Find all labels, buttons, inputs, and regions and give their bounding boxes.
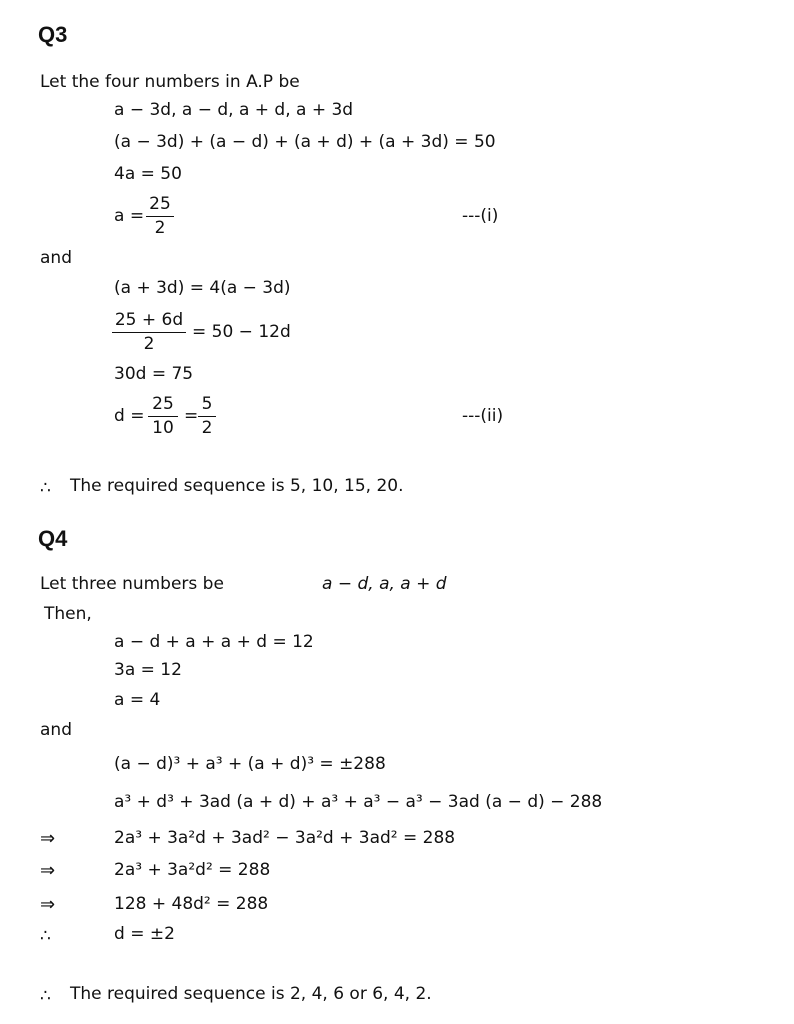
q4-therefore-symbol-2: ∴ bbox=[40, 986, 51, 1006]
q3-line2: (a − 3d) + (a − d) + (a + d) + (a + 3d) = 50 bbox=[114, 132, 496, 152]
q3-line6-denominator: 2 bbox=[143, 334, 155, 354]
q4-line1: a − d + a + a + d = 12 bbox=[114, 632, 314, 652]
q4-conclusion: The required sequence is 2, 4, 6 or 6, 4, 2. bbox=[70, 984, 432, 1004]
q3-line5: (a + 3d) = 4(a − 3d) bbox=[114, 278, 291, 298]
q3-line1: a − 3d, a − d, a + d, a + 3d bbox=[114, 100, 354, 120]
q3-line8-fraction1 bbox=[148, 396, 178, 437]
q4-line2: 3a = 12 bbox=[114, 660, 182, 680]
q4-line6: 2a³ + 3a²d + 3ad² − 3a²d + 3ad² = 288 bbox=[114, 828, 456, 848]
q3-and: and bbox=[40, 248, 72, 268]
q3-intro: Let the four numbers in A.P be bbox=[40, 72, 300, 92]
q4-therefore-symbol-1: ∴ bbox=[40, 926, 51, 946]
q3-line7: 30d = 75 bbox=[114, 364, 194, 384]
q4-implies-symbol-1: ⇒ bbox=[40, 828, 56, 849]
q3-line6-fraction bbox=[112, 312, 186, 353]
q4-line7: 2a³ + 3a²d² = 288 bbox=[114, 860, 271, 880]
q3-tag-ii: ---(ii) bbox=[462, 406, 504, 426]
q3-line8-numerator1: 25 bbox=[148, 396, 178, 417]
q3-line4-numerator: 25 bbox=[146, 196, 174, 217]
q4-line8: 128 + 48d² = 288 bbox=[114, 894, 269, 914]
q4-line9: d = ±2 bbox=[114, 924, 175, 944]
q4-implies-symbol-3: ⇒ bbox=[40, 894, 56, 915]
q3-conclusion: The required sequence is 5, 10, 15, 20. bbox=[70, 476, 404, 496]
q4-implies-symbol-2: ⇒ bbox=[40, 860, 56, 881]
q4-line3: a = 4 bbox=[114, 690, 161, 710]
q3-line4-denominator: 2 bbox=[154, 218, 166, 238]
q3-therefore-symbol: ∴ bbox=[40, 478, 51, 498]
q4-line5: a³ + d³ + 3ad (a + d) + a³ + a³ − a³ − 3ad (a − d) − 288 bbox=[114, 792, 603, 812]
q3-line8-denominator1: 10 bbox=[152, 418, 174, 438]
q3-line8-denominator2: 2 bbox=[201, 418, 213, 438]
q3-tag-i: ---(i) bbox=[462, 206, 499, 226]
q4-and: and bbox=[40, 720, 72, 740]
q3-line8-fraction2 bbox=[198, 396, 216, 437]
q3-line6-rhs: = 50 − 12d bbox=[192, 322, 291, 342]
q4-heading: Q4 bbox=[38, 526, 68, 551]
q4-intro: Let three numbers be bbox=[40, 574, 224, 594]
q4-intro-expression: a − d, a, a + d bbox=[322, 574, 447, 594]
q3-line4-lhs: a = bbox=[114, 206, 145, 226]
q3-line8-lhs: d = bbox=[114, 406, 145, 426]
q4-line4: (a − d)³ + a³ + (a + d)³ = ±288 bbox=[114, 754, 386, 774]
q4-then: Then, bbox=[44, 604, 92, 624]
q3-line8-equals: = bbox=[184, 406, 199, 426]
q3-line6-numerator: 25 + 6d bbox=[112, 312, 186, 333]
q3-heading: Q3 bbox=[38, 22, 68, 47]
q3-line3: 4a = 50 bbox=[114, 164, 182, 184]
q3-line4-fraction bbox=[146, 196, 174, 237]
q3-line8-numerator2: 5 bbox=[198, 396, 216, 417]
